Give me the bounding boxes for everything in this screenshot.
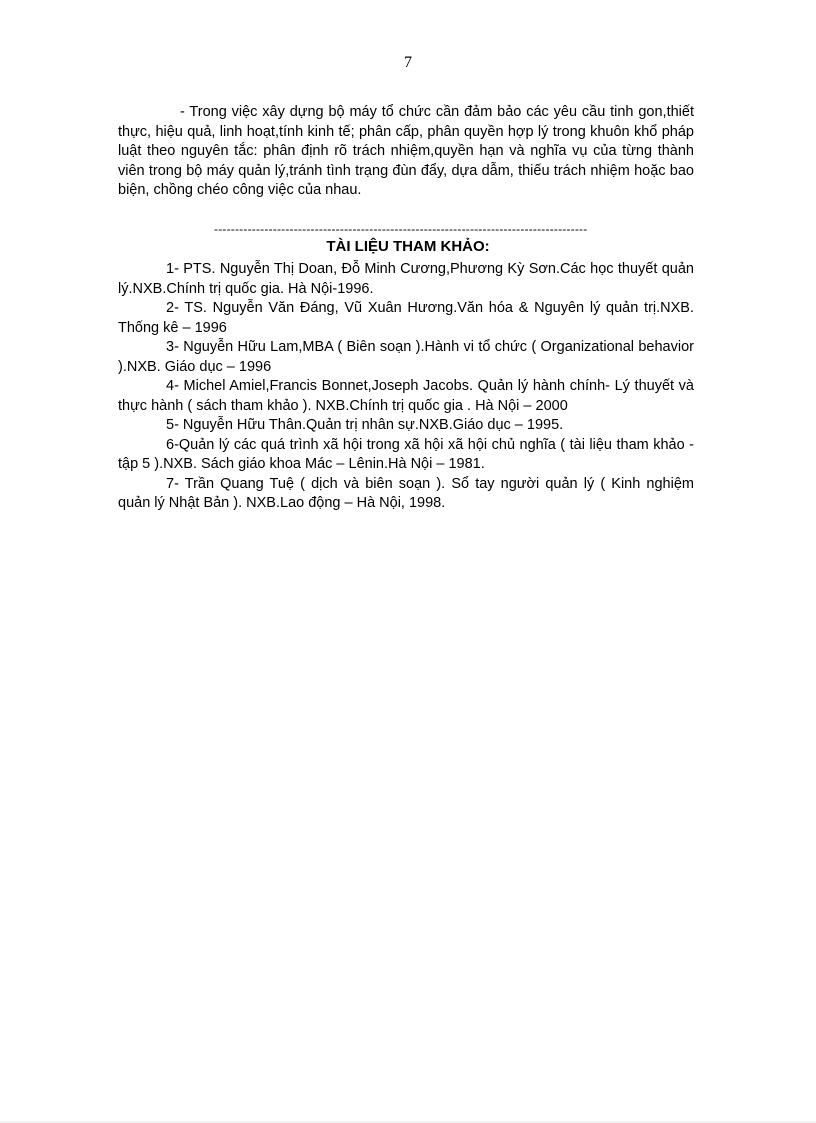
reference-item: 6-Quản lý các quá trình xã hội trong xã hội xã hội chủ nghĩa ( tài liệu tham khảo - tập 5 ).NXB. Sách giáo khoa Mác – Lênin.Hà Nội – 1981. <box>118 436 694 472</box>
separator-line: ----------------------------------------------------------------------------------------- <box>214 222 588 236</box>
references-list <box>118 260 694 514</box>
reference-item: 7- Trần Quang Tuệ ( dịch và biên soạn ). Sổ tay người quản lý ( Kinh nghiệm quản lý Nhật Bản ). NXB.Lao động – Hà Nội, 1998. <box>118 475 694 511</box>
intro-section <box>118 103 694 201</box>
references-heading: TÀI LIỆU THAM KHẢO: <box>326 238 490 255</box>
reference-item: 5- Nguyễn Hữu Thân.Quản trị nhân sự.NXB.Giáo dục – 1995. <box>166 417 564 433</box>
page-number: 7 <box>404 54 412 71</box>
reference-item: 4- Michel Amiel,Francis Bonnet,Joseph Jacobs. Quản lý hành chính- Lý thuyết và thực hành ( sách tham khảo ). NXB.Chính trị quốc gia . Hà Nội – 2000 <box>118 378 694 414</box>
intro-paragraph: - Trong việc xây dựng bộ máy tổ chức cần đảm bảo các yêu cầu tinh gon,thiết thực, hiệu quả, linh hoạt,tính kinh tế; phân cấp, phân quyền hợp lý trong khuôn khổ pháp luật theo nguyên tắc: phân định rõ trách nhiệm,quyền hạn và nghĩa vụ của từng thành viên trong bộ máy quản lý,tránh tình trạng đùn đẩy, dựa dẫm, thiếu trách nhiệm hoặc bao biện, chồng chéo công việc của nhau. <box>118 104 694 198</box>
reference-item: 3- Nguyễn Hữu Lam,MBA ( Biên soạn ).Hành vi tổ chức ( Organizational behavior ).NXB. Giáo dục – 1996 <box>118 339 694 375</box>
reference-item: 1- PTS. Nguyễn Thị Doan, Đỗ Minh Cương,Phương Kỳ Sơn.Các học thuyết quản lý.NXB.Chính trị quốc gia. Hà Nội-1996. <box>118 261 694 297</box>
reference-item: 2- TS. Nguyễn Văn Đáng, Vũ Xuân Hương.Văn hóa & Nguyên lý quản trị.NXB. Thống kê – 1996 <box>118 300 694 336</box>
